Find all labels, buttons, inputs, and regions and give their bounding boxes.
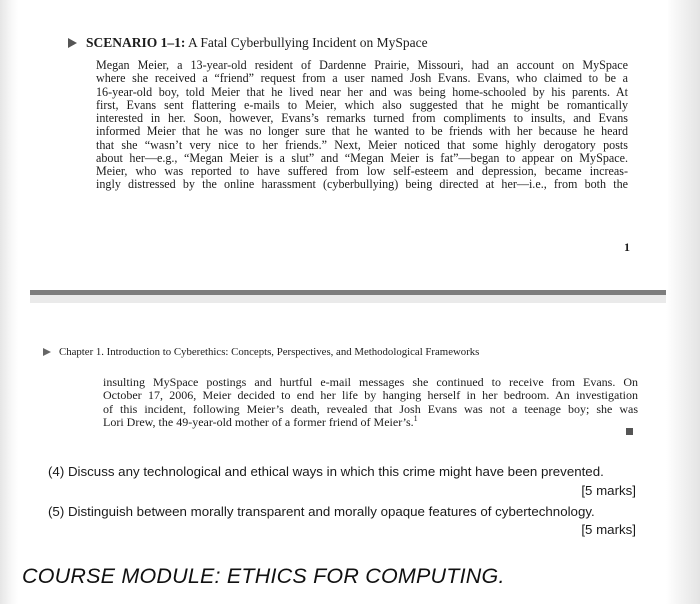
- text-line: of this incident, following Meier’s death, revealed that Josh Evans was not a teenage boy; she was: [103, 401, 638, 416]
- left-page-edge-shadow: [0, 0, 18, 604]
- question-4-marks: [5 marks]: [581, 483, 636, 498]
- text-line: where she received a “friend” request from a user named Josh Evans. Evans, who claimed to be a: [96, 71, 628, 86]
- text-line: about her—e.g., “Megan Meier is a slut” and “Megan Meier is fat”—began to appear on MySpace.: [96, 150, 628, 165]
- text-line: informed Meier that he was no longer sure that he wanted to be friends with her because he heard: [96, 124, 628, 139]
- triangle-bullet-icon: [43, 348, 51, 356]
- chapter-heading: [43, 346, 479, 358]
- course-module-footer: COURSE MODULE: ETHICS FOR COMPUTING.: [22, 564, 505, 588]
- page-gutter: [30, 295, 666, 303]
- chapter-paragraph: [103, 376, 638, 429]
- footnote-marker: 1: [413, 413, 418, 423]
- triangle-bullet-icon: [68, 38, 77, 48]
- end-of-scenario-square-icon: [626, 428, 633, 435]
- scenario-label: SCENARIO 1–1:: [86, 35, 186, 50]
- text-line-content: Lori Drew, the 49-year-old mother of a former friend of Meier’s.: [103, 414, 414, 429]
- scenario-title: A Fatal Cyberbullying Incident on MySpace: [188, 35, 428, 50]
- text-line: Megan Meier, a 13-year-old resident of Dardenne Prairie, Missouri, had an account on MySpace: [96, 58, 628, 72]
- text-line: [103, 413, 638, 429]
- text-line: that she “wasn’t very nice to her friends.” Next, Meier noticed that some highly derogatory posts: [96, 137, 628, 152]
- scenario-paragraph: [96, 59, 628, 192]
- right-page-edge-shadow: [666, 0, 700, 604]
- text-line: 16-year-old boy, told Meier that he lived near her and was being home-schooled by his parents. At: [96, 84, 628, 99]
- question-5: (5) Distinguish between morally transparent and morally opaque features of cybertechnology.: [48, 504, 595, 519]
- text-line: first, Evans sent flattering e-mails to Meier, which also suggested that he might be romantically: [96, 97, 628, 112]
- question-5-marks: [5 marks]: [581, 522, 636, 537]
- text-line: Meier, who was reported to have suffered from low self-esteem and depression, became increas-: [96, 164, 628, 178]
- question-4: (4) Discuss any technological and ethical ways in which this crime might have been prevented.: [48, 464, 604, 479]
- page-number: 1: [624, 240, 630, 254]
- chapter-title: Chapter 1. Introduction to Cyberethics: Concepts, Perspectives, and Methodological Frameworks: [59, 346, 480, 358]
- text-line: interested in her. Soon, however, Evans’s remarks turned from compliments to insults, and Evans: [96, 111, 628, 125]
- text-line: insulting MySpace postings and hurtful e-mail messages she continued to receive from Evans. On: [103, 375, 638, 389]
- text-line: ingly distressed by the online harassment (cyberbullying) being directed at her—i.e., from both the: [96, 177, 628, 192]
- text-line: October 17, 2006, Meier decided to end her life by hanging herself in her bedroom. An investigation: [103, 388, 638, 403]
- scenario-heading: [68, 35, 428, 51]
